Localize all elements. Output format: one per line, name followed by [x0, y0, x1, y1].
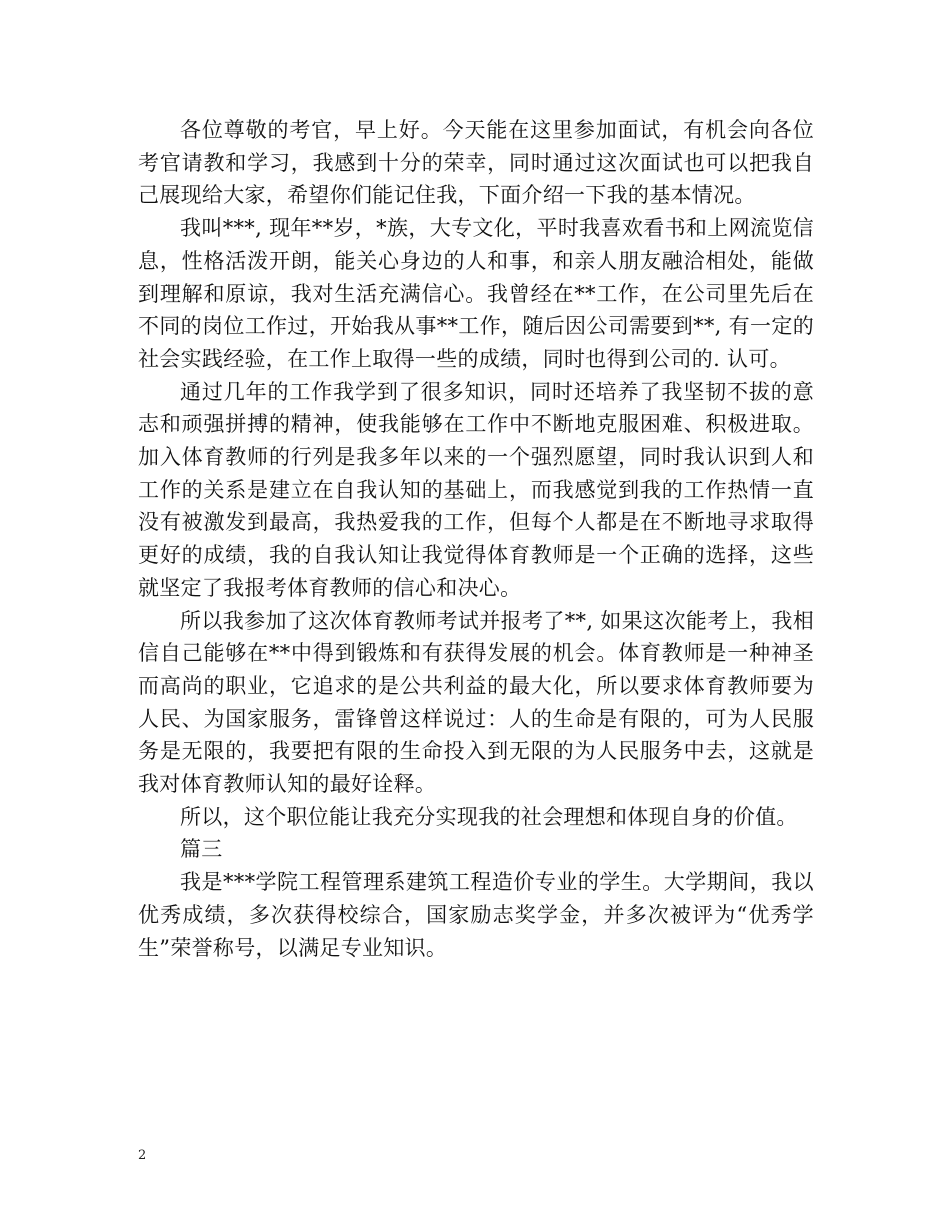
paragraph-student-introduction: 我是***学院工程管理系建筑工程造价专业的学生。大学期间，我以优秀成绩，多次获得校综合，国家励志奖学金，并多次被评为“优秀学生”荣誉称号，以满足专业知识。 — [138, 870, 814, 960]
paragraph-conclusion: 所以，这个职位能让我充分实现我的社会理想和体现自身的价值。 — [180, 804, 798, 829]
paragraph-self-introduction: 我叫***, 现年**岁，*族，大专文化，平时我喜欢看书和上网流览信息，性格活泼开朗，能关心身边的人和事，和亲人朋友融洽相处，能做到理解和原谅，我对生活充满信心。我曾经在**工作，在公司里先后在不同的岗位工作过，开始我从事**工作，随后因公司需要到**, 有一定的社会实践经验，在工作上取得一些的成绩，同时也得到公司的. 认可。 — [138, 216, 814, 371]
document-body — [138, 114, 814, 964]
paragraph-exam-motivation: 所以我参加了这次体育教师考试并报考了**, 如果这次能考上，我相信自己能够在**中得到锻炼和有获得发展的机会。体育教师是一种神圣而高尚的职业，它追求的是公共利益的最大化，所以要求体育教师要为人民、为国家服务，雷锋曾这样说过：人的生命是有限的，可为人民服务是无限的，我要把有限的生命投入到无限的为人民服务中去，这就是我对体育教师认知的最好诠释。 — [138, 608, 814, 797]
page-number: 2 — [138, 1148, 147, 1163]
paragraph-greeting: 各位尊敬的考官，早上好。今天能在这里参加面试，有机会向各位考官请教和学习，我感到十分的荣幸，同时通过这次面试也可以把我自己展现给大家，希望你们能记住我，下面介绍一下我的基本情况。 — [138, 118, 814, 208]
section-heading: 篇三 — [180, 837, 223, 862]
paragraph-work-experience: 通过几年的工作我学到了很多知识，同时还培养了我坚韧不拔的意志和顽强拼搏的精神，使我能够在工作中不断地克服困难、积极进取。加入体育教师的行列是我多年以来的一个强烈愿望，同时我认识到人和工作的关系是建立在自我认知的基础上，而我感觉到我的工作热情一直没有被激发到最高，我热爱我的工作，但每个人都是在不断地寻求取得更好的成绩，我的自我认知让我觉得体育教师是一个正确的选择，这些就坚定了我报考体育教师的信心和决心。 — [138, 379, 814, 600]
